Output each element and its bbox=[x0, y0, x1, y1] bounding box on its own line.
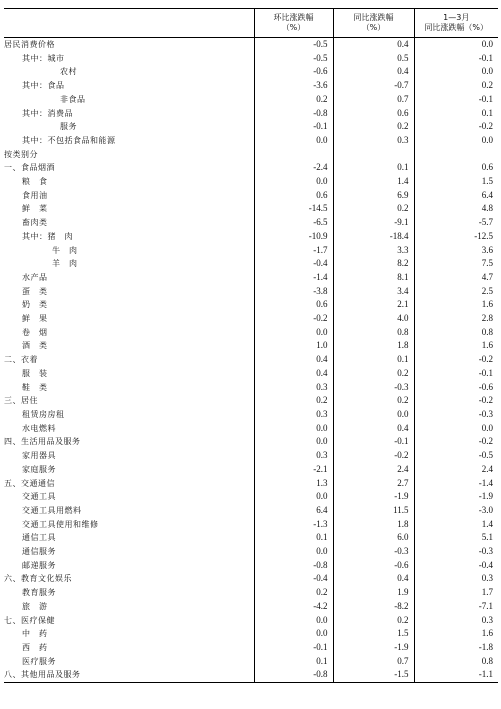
row-label: 八、其他用品及服务 bbox=[4, 668, 254, 682]
row-label: 通信服务 bbox=[22, 547, 56, 557]
yoy-value: 8.2 bbox=[333, 257, 414, 271]
yoy-value: 6.0 bbox=[333, 531, 414, 545]
mom-value: 0.3 bbox=[254, 408, 333, 422]
table-row bbox=[4, 381, 498, 395]
ytd-value: -0.1 bbox=[414, 52, 498, 66]
ytd-value: 0.0 bbox=[414, 38, 498, 52]
yoy-value: -0.3 bbox=[333, 545, 414, 559]
row-label: 其中：城市 bbox=[22, 53, 65, 63]
yoy-value: -0.1 bbox=[333, 435, 414, 449]
yoy-value: 0.7 bbox=[333, 93, 414, 107]
row-label: 二、衣着 bbox=[4, 355, 38, 365]
yoy-value: -0.3 bbox=[333, 381, 414, 395]
table-row bbox=[4, 285, 498, 299]
ytd-value: -0.4 bbox=[414, 559, 498, 573]
yoy-value: 0.2 bbox=[333, 367, 414, 381]
yoy-value: 1.4 bbox=[333, 175, 414, 189]
yoy-value: 2.4 bbox=[333, 463, 414, 477]
mom-value: -1.3 bbox=[254, 518, 333, 532]
table-row bbox=[4, 463, 498, 477]
table-row bbox=[4, 559, 498, 573]
table-row bbox=[4, 93, 498, 107]
ytd-value: -0.5 bbox=[414, 449, 498, 463]
yoy-value: 0.2 bbox=[333, 394, 414, 408]
ytd-value: -0.3 bbox=[414, 408, 498, 422]
ytd-value: -0.1 bbox=[414, 367, 498, 381]
header-yoy-line1: 同比涨跌幅 bbox=[353, 13, 394, 22]
table-row bbox=[4, 435, 498, 449]
table-row bbox=[4, 353, 498, 367]
table-header-row bbox=[4, 9, 498, 38]
table-row bbox=[4, 79, 498, 93]
row-label: 蛋 类 bbox=[22, 286, 48, 296]
row-label: 家用器具 bbox=[22, 451, 56, 461]
mom-value: -0.8 bbox=[254, 668, 333, 682]
ytd-value: -0.6 bbox=[414, 381, 498, 395]
yoy-value: 3.4 bbox=[333, 285, 414, 299]
row-label: 一、食品烟酒 bbox=[4, 163, 55, 173]
mom-value: -4.2 bbox=[254, 600, 333, 614]
header-mom-line1: 环比涨跌幅 bbox=[273, 13, 314, 22]
yoy-value: -9.1 bbox=[333, 216, 414, 230]
table-body bbox=[4, 38, 498, 683]
row-label: 中 药 bbox=[22, 629, 48, 639]
mom-value: 0.0 bbox=[254, 545, 333, 559]
row-label: 羊 肉 bbox=[52, 259, 78, 269]
ytd-value: -0.1 bbox=[414, 93, 498, 107]
mom-value: -2.1 bbox=[254, 463, 333, 477]
ytd-value: -0.2 bbox=[414, 394, 498, 408]
table-row bbox=[4, 38, 498, 52]
row-label: 五、交通通信 bbox=[4, 478, 55, 488]
row-label: 交通工具用燃料 bbox=[22, 505, 82, 515]
yoy-value: 1.5 bbox=[333, 627, 414, 641]
table-row bbox=[4, 65, 498, 79]
table-row bbox=[4, 408, 498, 422]
mom-value: -3.6 bbox=[254, 79, 333, 93]
mom-value: 0.0 bbox=[254, 435, 333, 449]
yoy-value: 4.0 bbox=[333, 312, 414, 326]
row-label: 鲜 果 bbox=[22, 314, 48, 324]
ytd-value: 1.6 bbox=[414, 339, 498, 353]
table-row bbox=[4, 668, 498, 682]
ytd-value: 0.3 bbox=[414, 572, 498, 586]
table-row bbox=[4, 148, 498, 162]
table-row bbox=[4, 312, 498, 326]
table-row bbox=[4, 202, 498, 216]
table-row bbox=[4, 627, 498, 641]
ytd-value bbox=[414, 148, 498, 162]
mom-value: -14.5 bbox=[254, 202, 333, 216]
table-row bbox=[4, 490, 498, 504]
row-label: 通信工具 bbox=[22, 533, 56, 543]
table-row bbox=[4, 52, 498, 66]
row-label: 租赁房房租 bbox=[22, 409, 65, 419]
mom-value: -3.8 bbox=[254, 285, 333, 299]
table-row bbox=[4, 586, 498, 600]
yoy-value: 0.4 bbox=[333, 422, 414, 436]
yoy-value: 0.1 bbox=[333, 353, 414, 367]
yoy-value: 0.4 bbox=[333, 65, 414, 79]
header-yoy-line2: （%） bbox=[361, 23, 386, 32]
mom-value: -0.6 bbox=[254, 65, 333, 79]
row-label: 酒 类 bbox=[22, 341, 48, 351]
yoy-value: 0.2 bbox=[333, 202, 414, 216]
table-row bbox=[4, 134, 498, 148]
header-item bbox=[4, 9, 254, 38]
yoy-value: -8.2 bbox=[333, 600, 414, 614]
yoy-value: -18.4 bbox=[333, 230, 414, 244]
ytd-value: -12.5 bbox=[414, 230, 498, 244]
yoy-value: 1.9 bbox=[333, 586, 414, 600]
mom-value: 0.0 bbox=[254, 326, 333, 340]
mom-value: 0.6 bbox=[254, 298, 333, 312]
row-label: 水产品 bbox=[22, 272, 48, 282]
table-row bbox=[4, 614, 498, 628]
mom-value: -1.7 bbox=[254, 244, 333, 258]
yoy-value: -1.9 bbox=[333, 490, 414, 504]
mom-value: 0.0 bbox=[254, 422, 333, 436]
table-row bbox=[4, 230, 498, 244]
yoy-value: 0.2 bbox=[333, 614, 414, 628]
header-ytd-line2: 同比涨跌幅（%） bbox=[424, 23, 489, 32]
yoy-value: -0.6 bbox=[333, 559, 414, 573]
yoy-value: 1.8 bbox=[333, 518, 414, 532]
ytd-value: 0.0 bbox=[414, 65, 498, 79]
ytd-value: -1.9 bbox=[414, 490, 498, 504]
row-label: 其中：不包括食品和能源 bbox=[22, 135, 116, 145]
row-label: 西 药 bbox=[22, 642, 48, 652]
row-label: 粮 食 bbox=[22, 177, 48, 187]
mom-value: 0.2 bbox=[254, 586, 333, 600]
mom-value: 0.2 bbox=[254, 93, 333, 107]
ytd-value: 4.7 bbox=[414, 271, 498, 285]
mom-value: 0.1 bbox=[254, 531, 333, 545]
ytd-value: 1.6 bbox=[414, 298, 498, 312]
yoy-value: 0.8 bbox=[333, 326, 414, 340]
ytd-value: -5.7 bbox=[414, 216, 498, 230]
ytd-value: -7.1 bbox=[414, 600, 498, 614]
row-label: 三、居住 bbox=[4, 396, 38, 406]
mom-value: -1.4 bbox=[254, 271, 333, 285]
yoy-value: 0.6 bbox=[333, 107, 414, 121]
table-row bbox=[4, 518, 498, 532]
ytd-value: 0.0 bbox=[414, 134, 498, 148]
ytd-value: 3.6 bbox=[414, 244, 498, 258]
mom-value: 0.4 bbox=[254, 353, 333, 367]
cpi-table bbox=[4, 8, 498, 683]
ytd-value: 0.3 bbox=[414, 614, 498, 628]
yoy-value: 0.5 bbox=[333, 52, 414, 66]
ytd-value: 2.8 bbox=[414, 312, 498, 326]
mom-value: 0.0 bbox=[254, 175, 333, 189]
mom-value: -0.8 bbox=[254, 107, 333, 121]
table-row bbox=[4, 257, 498, 271]
mom-value: -0.4 bbox=[254, 572, 333, 586]
yoy-value: 0.3 bbox=[333, 134, 414, 148]
header-ytd bbox=[414, 9, 498, 38]
ytd-value: 0.6 bbox=[414, 161, 498, 175]
mom-value: -0.5 bbox=[254, 52, 333, 66]
table-row bbox=[4, 326, 498, 340]
yoy-value: 2.7 bbox=[333, 477, 414, 491]
row-label: 家庭服务 bbox=[22, 464, 56, 474]
ytd-value: 0.8 bbox=[414, 655, 498, 669]
yoy-value: -1.5 bbox=[333, 668, 414, 682]
mom-value: -10.9 bbox=[254, 230, 333, 244]
mom-value: -0.5 bbox=[254, 38, 333, 52]
table-row bbox=[4, 504, 498, 518]
row-label: 其中：消费品 bbox=[22, 108, 73, 118]
header-yoy bbox=[333, 9, 414, 38]
table-row bbox=[4, 339, 498, 353]
yoy-value: 0.7 bbox=[333, 655, 414, 669]
yoy-value: 2.1 bbox=[333, 298, 414, 312]
yoy-value: 11.5 bbox=[333, 504, 414, 518]
row-label: 鲜 菜 bbox=[22, 204, 48, 214]
row-label: 服 装 bbox=[22, 368, 48, 378]
row-label: 旅 游 bbox=[22, 601, 48, 611]
mom-value: -0.1 bbox=[254, 641, 333, 655]
ytd-value: 1.5 bbox=[414, 175, 498, 189]
table-row bbox=[4, 641, 498, 655]
table-row bbox=[4, 244, 498, 258]
mom-value: -0.4 bbox=[254, 257, 333, 271]
mom-value: -0.2 bbox=[254, 312, 333, 326]
ytd-value: 4.8 bbox=[414, 202, 498, 216]
ytd-value: 7.5 bbox=[414, 257, 498, 271]
row-label: 畜肉类 bbox=[22, 218, 48, 228]
ytd-value: 5.1 bbox=[414, 531, 498, 545]
yoy-value: 3.3 bbox=[333, 244, 414, 258]
ytd-value: 0.2 bbox=[414, 79, 498, 93]
ytd-value: 2.4 bbox=[414, 463, 498, 477]
ytd-value: -1.8 bbox=[414, 641, 498, 655]
ytd-value: 1.7 bbox=[414, 586, 498, 600]
ytd-value: 6.4 bbox=[414, 189, 498, 203]
yoy-value bbox=[333, 148, 414, 162]
yoy-value: -0.2 bbox=[333, 449, 414, 463]
mom-value: 1.0 bbox=[254, 339, 333, 353]
row-label: 奶 类 bbox=[22, 300, 48, 310]
table-row bbox=[4, 572, 498, 586]
mom-value: -2.4 bbox=[254, 161, 333, 175]
yoy-value: 0.2 bbox=[333, 120, 414, 134]
table-row bbox=[4, 271, 498, 285]
row-label: 牛 肉 bbox=[52, 245, 78, 255]
row-label: 其中：食品 bbox=[22, 81, 65, 91]
mom-value: 0.0 bbox=[254, 490, 333, 504]
yoy-value: 8.1 bbox=[333, 271, 414, 285]
row-label: 居民消费价格 bbox=[4, 40, 55, 49]
row-label: 其中：猪 肉 bbox=[22, 231, 73, 241]
mom-value: 0.4 bbox=[254, 367, 333, 381]
table-row bbox=[4, 394, 498, 408]
yoy-value: 0.1 bbox=[333, 161, 414, 175]
mom-value: 0.0 bbox=[254, 134, 333, 148]
mom-value: 0.6 bbox=[254, 189, 333, 203]
table-row bbox=[4, 367, 498, 381]
row-label: 六、教育文化娱乐 bbox=[4, 574, 72, 584]
row-label: 非食品 bbox=[60, 94, 86, 104]
yoy-value: 6.9 bbox=[333, 189, 414, 203]
row-label: 鞋 类 bbox=[22, 382, 48, 392]
mom-value: 0.1 bbox=[254, 655, 333, 669]
row-label: 七、医疗保健 bbox=[4, 615, 55, 625]
yoy-value: 0.4 bbox=[333, 572, 414, 586]
ytd-value: -1.1 bbox=[414, 668, 498, 682]
yoy-value: 0.0 bbox=[333, 408, 414, 422]
ytd-value: -0.2 bbox=[414, 353, 498, 367]
table-row bbox=[4, 216, 498, 230]
yoy-value: -0.7 bbox=[333, 79, 414, 93]
header-mom-line2: （%） bbox=[281, 23, 306, 32]
mom-value: 0.0 bbox=[254, 614, 333, 628]
table-row bbox=[4, 189, 498, 203]
header-ytd-line1: 1—3月 bbox=[443, 13, 470, 22]
table-row bbox=[4, 477, 498, 491]
row-label: 服务 bbox=[60, 122, 77, 132]
mom-value: 6.4 bbox=[254, 504, 333, 518]
mom-value: -6.5 bbox=[254, 216, 333, 230]
ytd-value: -0.2 bbox=[414, 120, 498, 134]
ytd-value: -0.2 bbox=[414, 435, 498, 449]
table-row bbox=[4, 298, 498, 312]
yoy-value: 1.8 bbox=[333, 339, 414, 353]
ytd-value: 2.5 bbox=[414, 285, 498, 299]
ytd-value: -0.3 bbox=[414, 545, 498, 559]
table-row bbox=[4, 600, 498, 614]
yoy-value: -1.9 bbox=[333, 641, 414, 655]
row-label: 农村 bbox=[60, 67, 77, 77]
table-row bbox=[4, 449, 498, 463]
ytd-value: 1.4 bbox=[414, 518, 498, 532]
ytd-value: -3.0 bbox=[414, 504, 498, 518]
ytd-value: 1.6 bbox=[414, 627, 498, 641]
row-label: 按类别分 bbox=[4, 149, 38, 159]
row-label: 交通工具 bbox=[22, 492, 56, 502]
row-label: 水电燃料 bbox=[22, 423, 56, 433]
mom-value bbox=[254, 148, 333, 162]
ytd-value: 0.1 bbox=[414, 107, 498, 121]
mom-value: -0.1 bbox=[254, 120, 333, 134]
row-label: 食用油 bbox=[22, 190, 48, 200]
table-row bbox=[4, 545, 498, 559]
row-label: 卷 烟 bbox=[22, 327, 48, 337]
table-row bbox=[4, 531, 498, 545]
mom-value: 0.3 bbox=[254, 449, 333, 463]
mom-value: -0.8 bbox=[254, 559, 333, 573]
row-label: 医疗服务 bbox=[22, 656, 56, 666]
mom-value: 1.3 bbox=[254, 477, 333, 491]
table-row bbox=[4, 161, 498, 175]
header-mom bbox=[254, 9, 333, 38]
mom-value: 0.2 bbox=[254, 394, 333, 408]
yoy-value: 0.4 bbox=[333, 38, 414, 52]
mom-value: 0.3 bbox=[254, 381, 333, 395]
ytd-value: 0.0 bbox=[414, 422, 498, 436]
ytd-value: -1.4 bbox=[414, 477, 498, 491]
table-row bbox=[4, 175, 498, 189]
row-label: 交通工具使用和维修 bbox=[22, 519, 99, 529]
table-row bbox=[4, 107, 498, 121]
table-row bbox=[4, 120, 498, 134]
table-row bbox=[4, 655, 498, 669]
row-label: 四、生活用品及服务 bbox=[4, 437, 81, 447]
row-label: 邮递服务 bbox=[22, 560, 56, 570]
row-label: 教育服务 bbox=[22, 588, 56, 598]
mom-value: 0.0 bbox=[254, 627, 333, 641]
ytd-value: 0.8 bbox=[414, 326, 498, 340]
table-row bbox=[4, 422, 498, 436]
